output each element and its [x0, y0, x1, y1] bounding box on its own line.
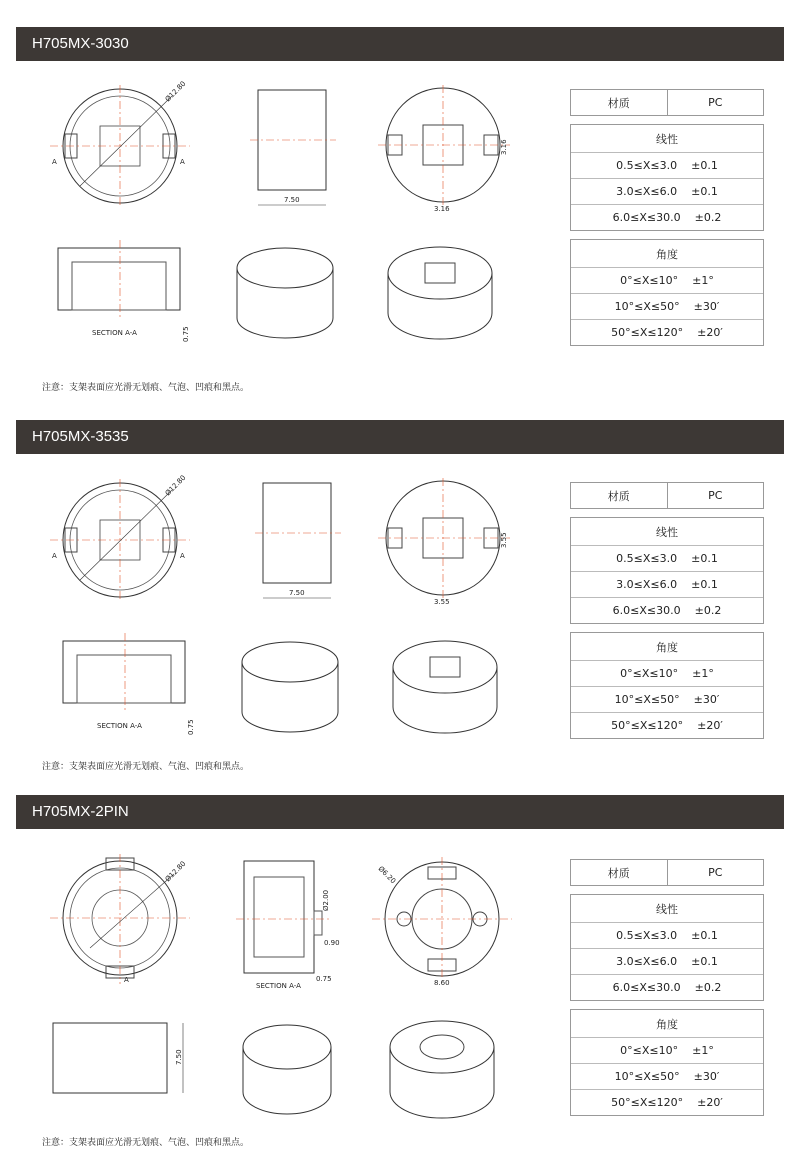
linear-tolerance-table — [570, 517, 764, 624]
depth-label: 0.75 — [187, 719, 195, 735]
linear-title: 线性 — [571, 125, 763, 153]
table-row: 0°≤X≤10° ±1° — [571, 1038, 763, 1064]
bottom-view-drawing — [378, 85, 518, 220]
table-row: 50°≤X≤120° ±20′ — [611, 719, 723, 732]
height-label: 7.50 — [175, 1049, 183, 1065]
note-text: 注意：支架表面应光滑无划痕、气泡、凹痕和黑点。 — [42, 1138, 250, 1148]
width-label: 7.50 — [284, 196, 300, 204]
angle-title: 角度 — [571, 240, 763, 268]
table-row: 3.0≤X≤6.0 ±0.1 — [571, 949, 763, 975]
section-a-label: A — [180, 552, 185, 560]
material-value: PC — [708, 489, 723, 502]
top-view-drawing — [40, 474, 210, 604]
pitch-label: 8.60 — [434, 979, 450, 987]
section-view-drawing — [50, 240, 200, 350]
iso-bottom-drawing — [382, 1012, 502, 1122]
dim-label: 0.90 — [324, 939, 340, 947]
table-row: 6.0≤X≤30.0 ±0.2 — [612, 211, 722, 224]
section-title: H705MX-2PIN — [32, 803, 129, 820]
iso-view-drawing — [235, 632, 345, 742]
table-row: 3.0≤X≤6.0 ±0.1 — [571, 179, 763, 205]
table-row: 50°≤X≤120° ±20′ — [611, 326, 723, 339]
section-title: H705MX-3535 — [32, 428, 129, 445]
spec-panel — [570, 859, 764, 1116]
dim-label: 0.75 — [316, 975, 332, 983]
bottom-view-drawing — [378, 478, 518, 613]
bottom-dim-label: 3.16 — [434, 205, 450, 213]
side-view-drawing — [255, 478, 345, 608]
bottom-view-drawing — [372, 855, 512, 990]
side-view-drawing — [45, 1015, 195, 1105]
material-label: 材质 — [571, 860, 668, 885]
iso-view-drawing — [230, 238, 340, 348]
note-text: 注意：支架表面应光滑无划痕、气泡、凹痕和黑点。 — [42, 762, 250, 772]
table-row: 0.5≤X≤3.0 ±0.1 — [571, 923, 763, 949]
side-view-drawing — [250, 85, 340, 215]
linear-tolerance-table — [570, 894, 764, 1001]
section-caption: SECTION A-A — [256, 982, 301, 990]
section-a-label: A — [180, 158, 185, 166]
section-a-label: A — [52, 552, 57, 560]
iso-bottom-drawing — [385, 632, 505, 742]
table-row: 10°≤X≤50° ±30′ — [571, 1064, 763, 1090]
section-caption: SECTION A-A — [97, 722, 142, 730]
table-row: 50°≤X≤120° ±20′ — [611, 1096, 723, 1109]
side-dim-label: 3.55 — [500, 532, 508, 548]
linear-title: 线性 — [571, 895, 763, 923]
linear-title: 线性 — [571, 518, 763, 546]
material-label: 材质 — [571, 90, 668, 115]
note-text: 注意：支架表面应光滑无划痕、气泡、凹痕和黑点。 — [42, 383, 250, 393]
material-value: PC — [708, 96, 723, 109]
spec-panel — [570, 482, 764, 739]
bottom-dim-label: 3.55 — [434, 598, 450, 606]
diameter-label: Ø12.80 — [163, 474, 188, 498]
section-a-label: A — [124, 976, 129, 984]
angle-tolerance-table — [570, 632, 764, 739]
material-value: PC — [708, 866, 723, 879]
section-title: H705MX-3030 — [32, 35, 129, 52]
diameter-label: Ø12.80 — [163, 80, 188, 104]
side-dim-label: 3.16 — [500, 139, 508, 155]
angle-title: 角度 — [571, 633, 763, 661]
section-header — [16, 27, 784, 61]
section-caption: SECTION A-A — [92, 329, 137, 337]
top-view-drawing — [40, 80, 210, 210]
table-row: 0°≤X≤10° ±1° — [571, 268, 763, 294]
iso-view-drawing — [232, 1012, 342, 1122]
table-row: 0.5≤X≤3.0 ±0.1 — [571, 153, 763, 179]
angle-tolerance-table — [570, 1009, 764, 1116]
iso-bottom-drawing — [380, 238, 500, 348]
material-row — [570, 482, 764, 509]
table-row: 6.0≤X≤30.0 ±0.2 — [612, 981, 722, 994]
linear-tolerance-table — [570, 124, 764, 231]
section-view-drawing — [236, 855, 346, 990]
pin-diameter-label: Ø2.00 — [322, 889, 330, 911]
angle-tolerance-table — [570, 239, 764, 346]
material-row — [570, 89, 764, 116]
angle-title: 角度 — [571, 1010, 763, 1038]
section-a-label: A — [52, 158, 57, 166]
spec-panel — [570, 89, 764, 346]
table-row: 6.0≤X≤30.0 ±0.2 — [612, 604, 722, 617]
hole-diameter-label: Ø6.20 — [376, 864, 398, 886]
table-row: 0°≤X≤10° ±1° — [571, 661, 763, 687]
material-label: 材质 — [571, 483, 668, 508]
section-view-drawing — [55, 633, 205, 743]
table-row: 0.5≤X≤3.0 ±0.1 — [571, 546, 763, 572]
width-label: 7.50 — [289, 589, 305, 597]
table-row: 3.0≤X≤6.0 ±0.1 — [571, 572, 763, 598]
top-view-drawing — [40, 852, 210, 987]
table-row: 10°≤X≤50° ±30′ — [571, 687, 763, 713]
diameter-label: Ø12.80 — [163, 859, 188, 884]
section-header — [16, 420, 784, 454]
table-row: 10°≤X≤50° ±30′ — [571, 294, 763, 320]
depth-label: 0.75 — [182, 326, 190, 342]
section-header — [16, 795, 784, 829]
material-row — [570, 859, 764, 886]
